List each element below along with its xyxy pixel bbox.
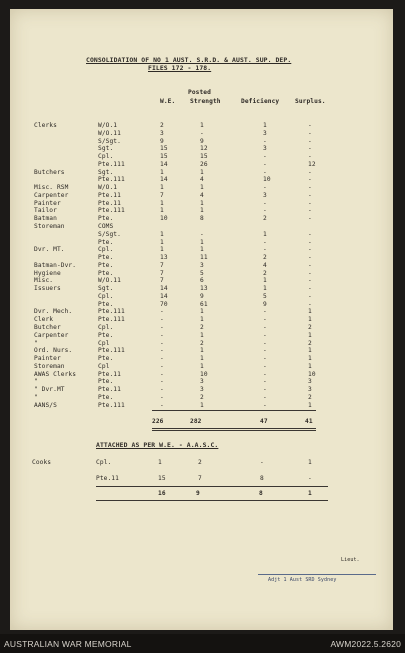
attached-cell-we: 1 [158, 459, 162, 466]
cell-rank: Pte. [98, 393, 114, 401]
cell-rank: Pte. [98, 355, 114, 363]
cell-strength: 1 [200, 347, 204, 355]
cell-rank: Pte. [98, 254, 114, 262]
cell-surplus: 1 [308, 355, 312, 363]
cell-strength: 1 [200, 168, 204, 176]
cell-surplus: 10 [308, 370, 316, 378]
cell-we: 1 [160, 168, 164, 176]
cell-we: - [160, 355, 164, 363]
cell-deficiency: - [263, 184, 267, 192]
cell-unit: Dvr. MT. [34, 246, 65, 254]
cell-surplus: - [308, 176, 312, 184]
cell-we: 1 [160, 230, 164, 238]
cell-rank: Sgt. [98, 285, 114, 293]
cell-rank: Sgt. [98, 145, 114, 153]
cell-unit: " Dvr.MT [34, 386, 65, 394]
cell-rank: Pte. [98, 300, 114, 308]
cell-deficiency: 1 [263, 230, 267, 238]
attached-rule-bottom [96, 500, 328, 501]
header-surplus: Surplus. [295, 98, 326, 105]
cell-unit: Batman-Dvr. [34, 261, 77, 269]
cell-unit: " [34, 378, 38, 386]
cell-deficiency: - [263, 308, 267, 316]
cell-unit: " [34, 339, 38, 347]
cell-we: 15 [160, 153, 168, 161]
cell-deficiency: - [263, 393, 267, 401]
cell-rank: Pte.11 [98, 370, 121, 378]
cell-we: 7 [160, 269, 164, 277]
footer-accession-number: AWM2022.5.2620 [330, 639, 401, 649]
cell-rank: Pte.111 [98, 308, 125, 316]
total-we: 226 [152, 418, 164, 425]
cell-strength: 1 [200, 207, 204, 215]
cell-rank: S/Sgt. [98, 230, 121, 238]
cell-rank: W/O.11 [98, 277, 121, 285]
attached-cell-surplus: - [308, 475, 312, 482]
cell-unit: Misc. RSM [34, 184, 69, 192]
cell-rank: Cpl [98, 362, 110, 370]
attached-cell-deficiency: 8 [260, 475, 264, 482]
cell-rank: Pte.11 [98, 191, 121, 199]
attached-total-strength: 9 [196, 490, 200, 497]
cell-rank: Pte.111 [98, 347, 125, 355]
cell-strength: 3 [200, 378, 204, 386]
cell-deficiency: - [263, 347, 267, 355]
signature-rank: Lieut. [341, 557, 360, 563]
cell-we: - [160, 347, 164, 355]
cell-deficiency: - [263, 386, 267, 394]
totals-rule-double [152, 430, 316, 431]
cell-surplus: 2 [308, 324, 312, 332]
cell-we: - [160, 362, 164, 370]
cell-strength: 26 [200, 160, 208, 168]
document-page [10, 9, 393, 630]
cell-rank: W/O.11 [98, 129, 121, 137]
cell-surplus: 3 [308, 386, 312, 394]
attached-rule-top [96, 486, 328, 487]
cell-strength: 1 [200, 355, 204, 363]
cell-surplus: - [308, 199, 312, 207]
cell-we: - [160, 308, 164, 316]
cell-surplus: 3 [308, 378, 312, 386]
cell-deficiency: 4 [263, 261, 267, 269]
header-posted: Posted [188, 89, 211, 96]
cell-unit: Clerks [34, 122, 57, 129]
cell-we: 13 [160, 254, 168, 262]
cell-strength: 1 [200, 401, 204, 409]
cell-we: - [160, 316, 164, 324]
cell-surplus: - [308, 254, 312, 262]
cell-rank: Pte. [98, 238, 114, 246]
attached-cell-rank: Pte.11 [96, 475, 119, 482]
cell-rank: Pte. [98, 331, 114, 339]
cell-surplus: - [308, 215, 312, 223]
cell-rank: Pte. [98, 378, 114, 386]
cell-strength: 1 [200, 331, 204, 339]
cell-we: 7 [160, 261, 164, 269]
cell-unit: Dvr. Mech. [34, 308, 73, 316]
cell-rank: Pte.111 [98, 176, 125, 184]
cell-we: 10 [160, 215, 168, 223]
cell-strength: 2 [200, 324, 204, 332]
cell-rank: Pte.111 [98, 160, 125, 168]
totals-rule-top [152, 410, 316, 411]
cell-rank: Pte.111 [98, 401, 125, 409]
cell-rank: COMS [98, 223, 114, 230]
cell-rank: Pte.11 [98, 386, 121, 394]
cell-we: - [160, 324, 164, 332]
cell-unit: Painter [34, 199, 61, 207]
attached-cell-surplus: 1 [308, 459, 312, 466]
cell-deficiency: - [263, 137, 267, 145]
document-subtitle: FILES 172 - 178. [148, 64, 212, 72]
cell-deficiency: 3 [263, 145, 267, 153]
cell-strength: 9 [200, 292, 204, 300]
cell-we: - [160, 393, 164, 401]
cell-rank: Cpl. [98, 246, 114, 254]
cell-strength: 12 [200, 145, 208, 153]
cell-unit: AANS/S [34, 401, 57, 409]
cell-surplus: 1 [308, 401, 312, 409]
cell-deficiency: - [263, 331, 267, 339]
total-strength: 282 [190, 418, 202, 425]
cell-deficiency: - [263, 324, 267, 332]
cell-deficiency: 3 [263, 129, 267, 137]
header-deficiency: Deficiency [241, 98, 280, 105]
cell-unit: Butcher [34, 324, 61, 332]
attached-heading: ATTACHED AS PER W.E. - A.A.S.C. [96, 441, 219, 449]
cell-deficiency: 1 [263, 285, 267, 293]
cell-strength: 4 [200, 176, 204, 184]
cell-surplus: - [308, 230, 312, 238]
cell-we: - [160, 331, 164, 339]
cell-strength: 1 [200, 122, 204, 129]
cell-unit: Butchers [34, 168, 65, 176]
cell-surplus: - [308, 145, 312, 153]
cell-deficiency: - [263, 355, 267, 363]
cell-we: 70 [160, 300, 168, 308]
attached-total-surplus: 1 [308, 490, 312, 497]
cell-strength: 8 [200, 215, 204, 223]
cell-we: 7 [160, 277, 164, 285]
cell-strength: 15 [200, 153, 208, 161]
cell-we: 15 [160, 145, 168, 153]
cell-surplus: - [308, 137, 312, 145]
cell-strength: 6 [200, 277, 204, 285]
cell-we: - [160, 339, 164, 347]
cell-strength: 1 [200, 238, 204, 246]
cell-strength: - [200, 129, 204, 137]
cell-strength: 13 [200, 285, 208, 293]
cell-strength: 11 [200, 254, 208, 262]
cell-we: - [160, 378, 164, 386]
cell-surplus: - [308, 191, 312, 199]
cell-we: 1 [160, 207, 164, 215]
cell-deficiency: 2 [263, 269, 267, 277]
cell-rank: Pte.111 [98, 316, 125, 324]
cell-surplus: - [308, 277, 312, 285]
cell-surplus: - [308, 246, 312, 254]
cell-strength: 5 [200, 269, 204, 277]
cell-rank: Sgt. [98, 168, 114, 176]
document-title: CONSOLIDATION OF NO 1 AUST. S.R.D. & AUST. SUP. DEP. [86, 56, 292, 64]
cell-we: 2 [160, 122, 164, 129]
cell-surplus: - [308, 184, 312, 192]
cell-unit: Ord. Nurs. [34, 347, 73, 355]
attached-cell-strength: 7 [198, 475, 202, 482]
cell-deficiency: - [263, 207, 267, 215]
cell-we: 9 [160, 137, 164, 145]
cell-surplus: 2 [308, 339, 312, 347]
attached-cell-deficiency: - [260, 459, 264, 466]
cell-unit: Batman [34, 215, 57, 223]
cell-deficiency: - [263, 401, 267, 409]
cell-deficiency: - [263, 199, 267, 207]
cell-we: 1 [160, 246, 164, 254]
cell-surplus: - [308, 269, 312, 277]
cell-we: 1 [160, 184, 164, 192]
cell-we: 14 [160, 176, 168, 184]
cell-deficiency: 3 [263, 191, 267, 199]
cell-we: - [160, 386, 164, 394]
cell-strength: 3 [200, 386, 204, 394]
cell-deficiency: - [263, 362, 267, 370]
totals-rule-bottom [152, 428, 316, 429]
cell-we: 14 [160, 292, 168, 300]
attached-total-we: 16 [158, 490, 166, 497]
cell-rank: Cpl. [98, 292, 114, 300]
cell-unit: Misc. [34, 277, 54, 285]
cell-strength: 3 [200, 261, 204, 269]
cell-we: - [160, 370, 164, 378]
cell-strength: 10 [200, 370, 208, 378]
cell-surplus: - [308, 153, 312, 161]
cell-unit: Carpenter [34, 331, 69, 339]
cell-unit: Painter [34, 355, 61, 363]
attached-cell-rank: Cpl. [96, 459, 112, 466]
cell-unit: AWAS Clerks [34, 370, 77, 378]
cell-deficiency: 5 [263, 292, 267, 300]
cell-deficiency: 9 [263, 300, 267, 308]
cell-surplus: - [308, 129, 312, 137]
cell-strength: 2 [200, 339, 204, 347]
cell-surplus: 1 [308, 308, 312, 316]
cell-surplus: - [308, 285, 312, 293]
cell-strength: 4 [200, 191, 204, 199]
cell-surplus: 12 [308, 160, 316, 168]
attached-total-deficiency: 8 [259, 490, 263, 497]
cell-surplus: 1 [308, 362, 312, 370]
cell-rank: Cpl. [98, 153, 114, 161]
total-deficiency: 47 [260, 418, 268, 425]
cell-surplus: 1 [308, 316, 312, 324]
cell-strength: 9 [200, 137, 204, 145]
attached-cell-we: 15 [158, 475, 166, 482]
cell-strength: 2 [200, 393, 204, 401]
cell-unit: Clerk [34, 316, 54, 324]
attached-cell-strength: 2 [198, 459, 202, 466]
cell-we: 14 [160, 160, 168, 168]
cell-unit: " [34, 393, 38, 401]
cell-strength: 1 [200, 246, 204, 254]
footer-bar [0, 634, 405, 653]
header-strength: Strength [190, 98, 221, 105]
cell-strength: 1 [200, 362, 204, 370]
cell-strength: 1 [200, 199, 204, 207]
cell-surplus: - [308, 207, 312, 215]
cell-strength: 1 [200, 308, 204, 316]
cell-we: 14 [160, 285, 168, 293]
cell-surplus: 1 [308, 347, 312, 355]
cell-deficiency: 2 [263, 254, 267, 262]
cell-unit: Tailor [34, 207, 57, 215]
signature-text: Adjt 1 Aust SRD Sydney [268, 577, 337, 583]
cell-rank: Cpl [98, 339, 110, 347]
cell-we: 1 [160, 238, 164, 246]
attached-cell-unit: Cooks [32, 459, 52, 466]
cell-rank: Pte. [98, 269, 114, 277]
cell-deficiency: - [263, 316, 267, 324]
total-surplus: 41 [305, 418, 313, 425]
cell-rank: S/Sgt. [98, 137, 121, 145]
cell-strength: 1 [200, 316, 204, 324]
cell-strength: 1 [200, 184, 204, 192]
cell-surplus: - [308, 122, 312, 129]
cell-deficiency: - [263, 160, 267, 168]
cell-rank: Pte. [98, 261, 114, 269]
cell-deficiency: - [263, 370, 267, 378]
cell-surplus: - [308, 238, 312, 246]
cell-unit: Hygiene [34, 269, 61, 277]
cell-deficiency: - [263, 238, 267, 246]
cell-deficiency: 1 [263, 122, 267, 129]
header-we: W.E. [160, 98, 176, 105]
cell-deficiency: 1 [263, 277, 267, 285]
cell-rank: W/O.1 [98, 184, 118, 192]
cell-unit: Issuers [34, 285, 61, 293]
cell-deficiency: - [263, 246, 267, 254]
cell-deficiency: - [263, 378, 267, 386]
cell-surplus: 2 [308, 393, 312, 401]
cell-rank: W/O.1 [98, 122, 118, 129]
cell-deficiency: 10 [263, 176, 271, 184]
signature-line [258, 574, 376, 575]
cell-unit: Storeman [34, 223, 65, 230]
footer-institution: AUSTRALIAN WAR MEMORIAL [4, 639, 132, 649]
cell-we: 7 [160, 191, 164, 199]
cell-strength: - [200, 230, 204, 238]
cell-deficiency: - [263, 168, 267, 176]
cell-we: 1 [160, 199, 164, 207]
cell-rank: Pte.111 [98, 207, 125, 215]
cell-surplus: - [308, 300, 312, 308]
cell-rank: Pte. [98, 215, 114, 223]
cell-we: - [160, 401, 164, 409]
cell-unit: Carpenter [34, 191, 69, 199]
cell-rank: Cpl. [98, 324, 114, 332]
cell-deficiency: - [263, 153, 267, 161]
cell-we: 3 [160, 129, 164, 137]
cell-surplus: 1 [308, 331, 312, 339]
cell-rank: Pte.11 [98, 199, 121, 207]
cell-surplus: - [308, 292, 312, 300]
cell-deficiency: - [263, 339, 267, 347]
cell-surplus: - [308, 261, 312, 269]
cell-surplus: - [308, 168, 312, 176]
cell-unit: Storeman [34, 362, 65, 370]
cell-strength: 61 [200, 300, 208, 308]
cell-deficiency: 2 [263, 215, 267, 223]
